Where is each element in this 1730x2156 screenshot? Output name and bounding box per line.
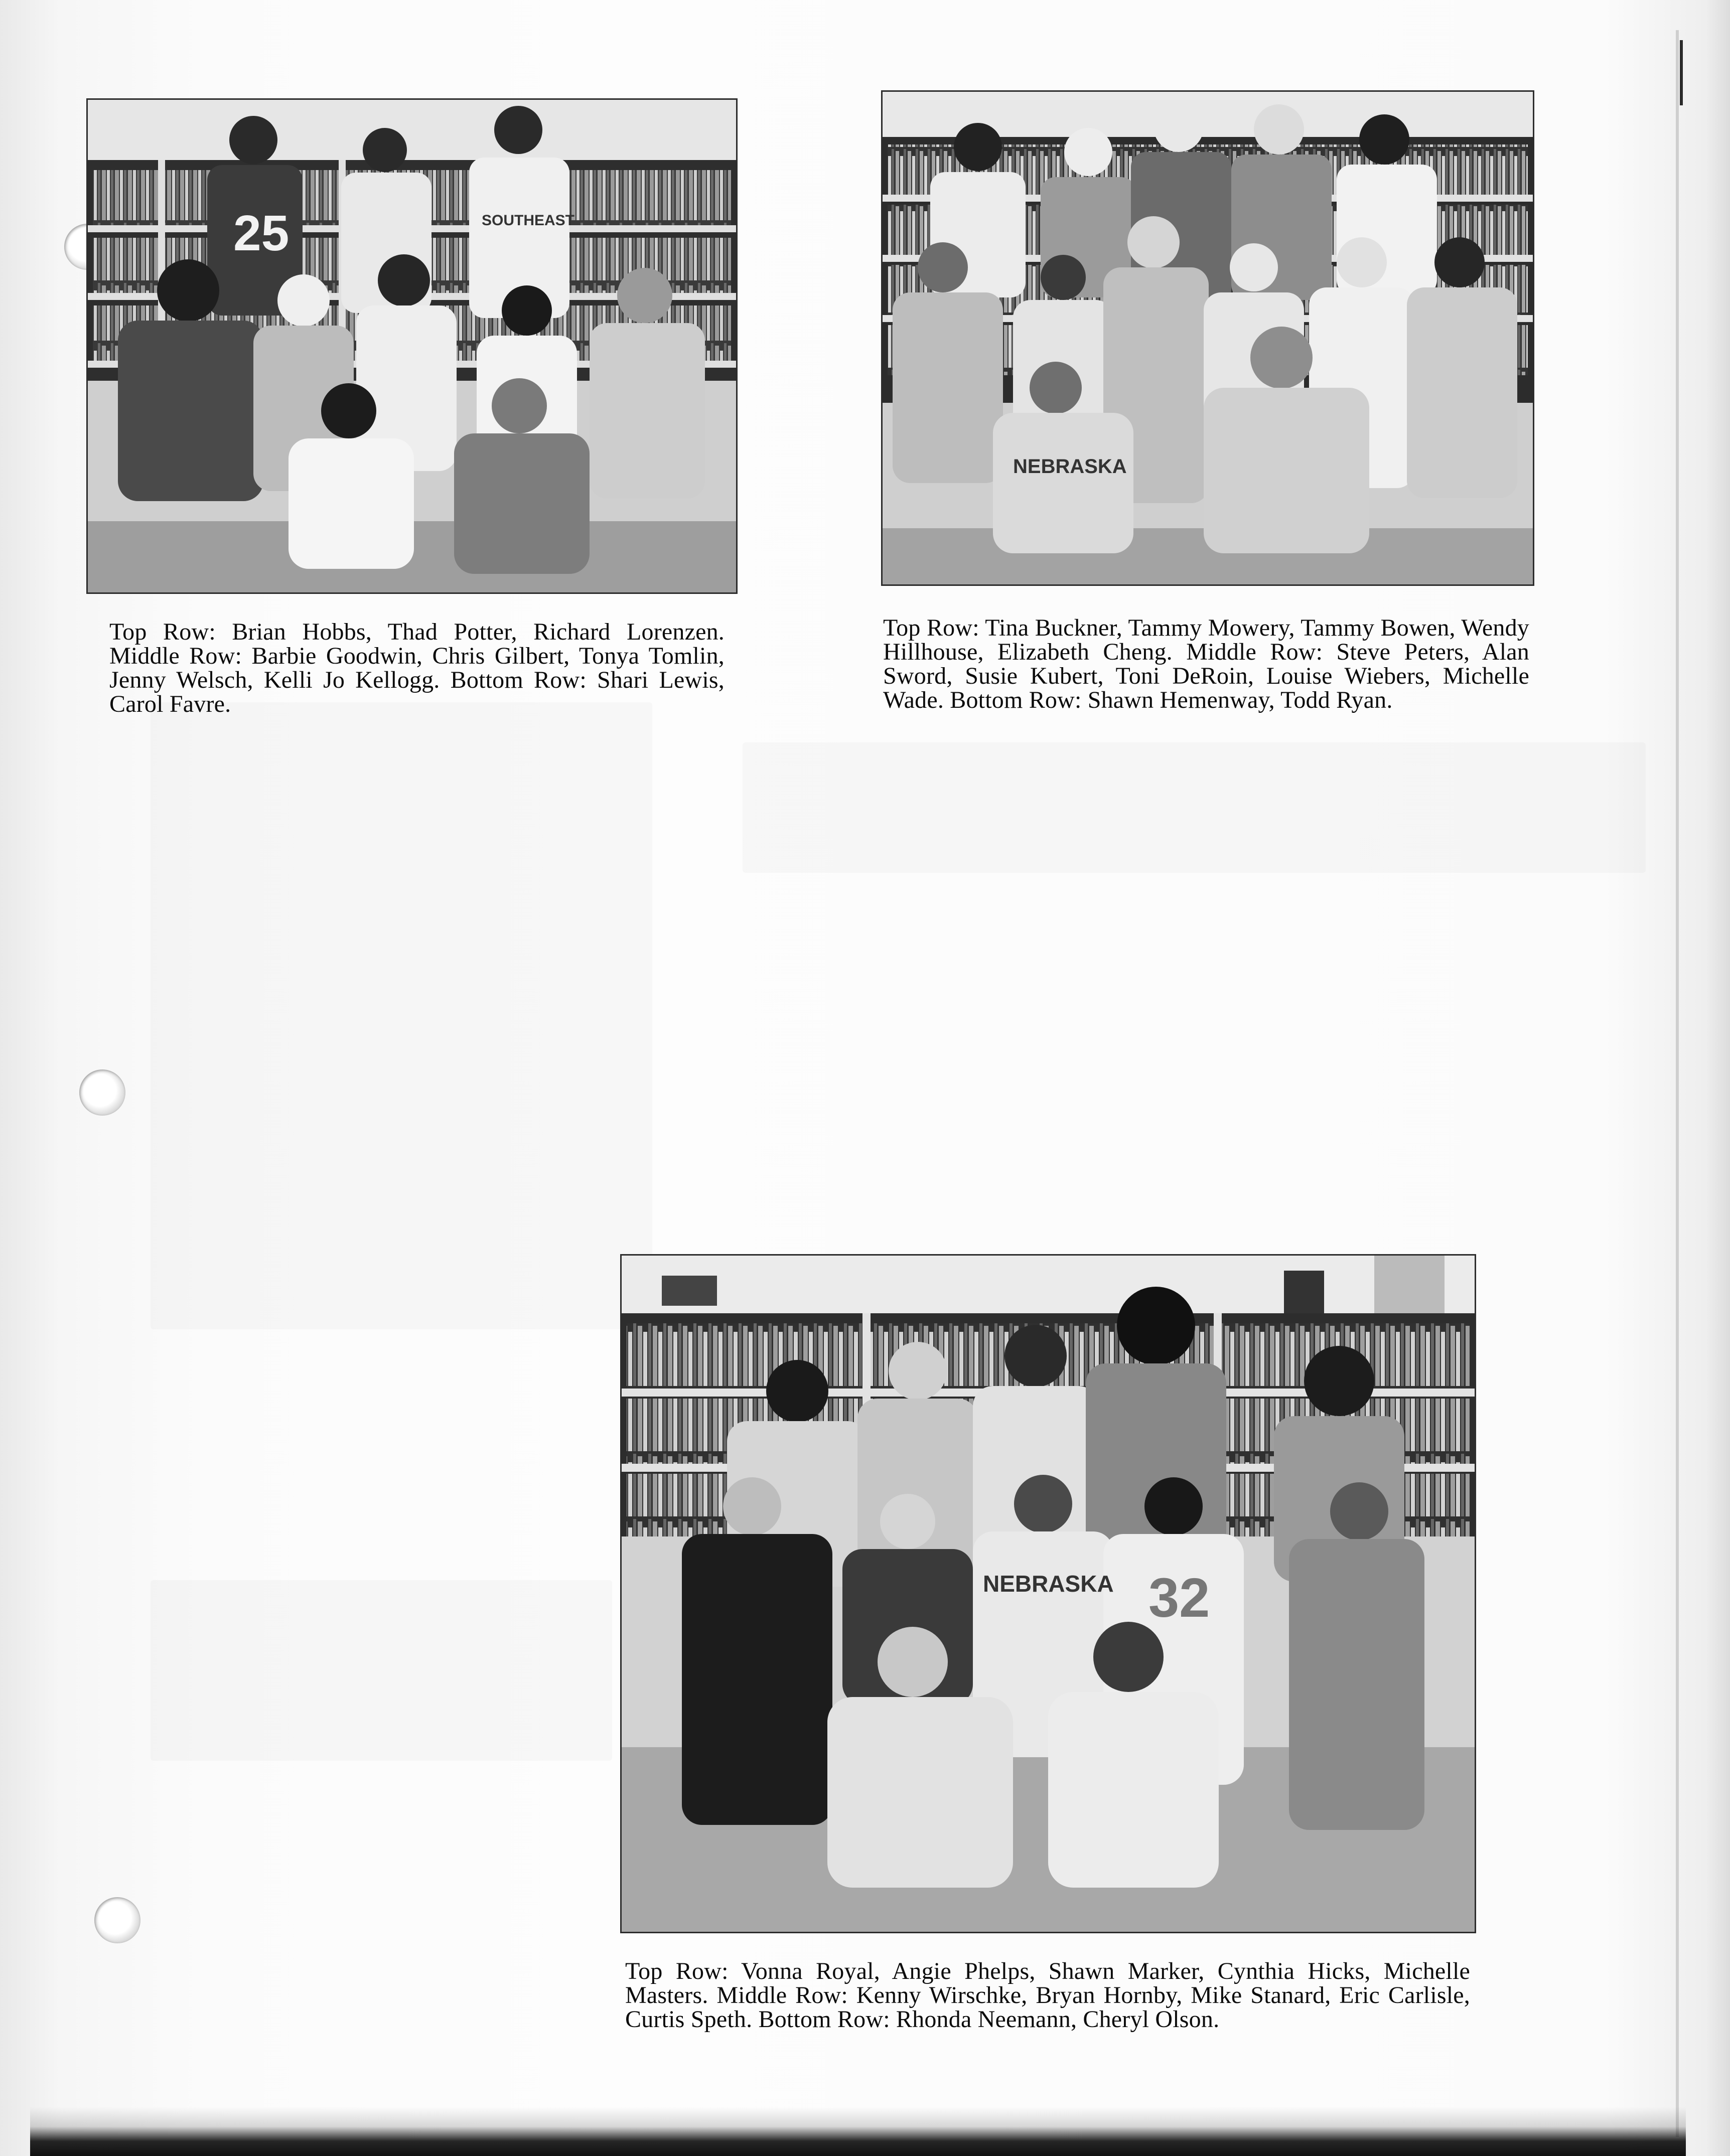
- show-through-shadow: [151, 1580, 612, 1761]
- binding-mark: [1680, 40, 1683, 105]
- class-photo-1-image: [88, 100, 736, 592]
- show-through-shadow: [151, 702, 652, 1329]
- class-photo-1: [86, 98, 738, 594]
- class-photo-3-image: [622, 1256, 1475, 1932]
- jersey-number: 32: [1148, 1567, 1210, 1629]
- shirt-lettering: SOUTHEAST: [482, 212, 575, 229]
- binder-hole: [94, 1897, 140, 1943]
- photo-3-caption: Top Row: Vonna Royal, Angie Phelps, Shawn Marker, Cynthia Hicks, Michelle Masters. Middle Row: Kenny Wirschke, Bryan Hornby, Mike Stanard, Eric Carlisle, Curtis Speth. Bottom Row: Rhonda Neemann, Cheryl Olson.: [625, 1958, 1470, 2033]
- shirt-lettering: NEBRASKA: [1013, 455, 1127, 478]
- class-photo-3: [620, 1254, 1476, 1933]
- photo-1-caption: Top Row: Brian Hobbs, Thad Potter, Richard Lorenzen. Middle Row: Barbie Goodwin, Chris Gilbert, Tonya Tomlin, Jenny Welsch, Kelli Jo Kellogg. Bottom Row: Shari Lewis, Carol Favre.: [109, 619, 725, 717]
- binding-edge: [1676, 30, 1679, 2137]
- shirt-lettering: NEBRASKA: [983, 1571, 1114, 1597]
- scan-shadow: [30, 2107, 1686, 2156]
- photo-2-caption: Top Row: Tina Buckner, Tammy Mowery, Tammy Bowen, Wendy Hillhouse, Elizabeth Cheng. Middle Row: Steve Peters, Alan Sword, Susie Kubert, Toni DeRoin, Louise Wiebers, Michelle Wade. Bottom Row: Shawn Hemenway, Todd Ryan.: [883, 614, 1529, 713]
- jersey-number: 25: [233, 205, 290, 261]
- show-through-shadow: [743, 742, 1646, 873]
- binder-hole: [79, 1069, 125, 1116]
- class-photo-2: [881, 90, 1534, 586]
- class-photo-2-image: [883, 92, 1533, 584]
